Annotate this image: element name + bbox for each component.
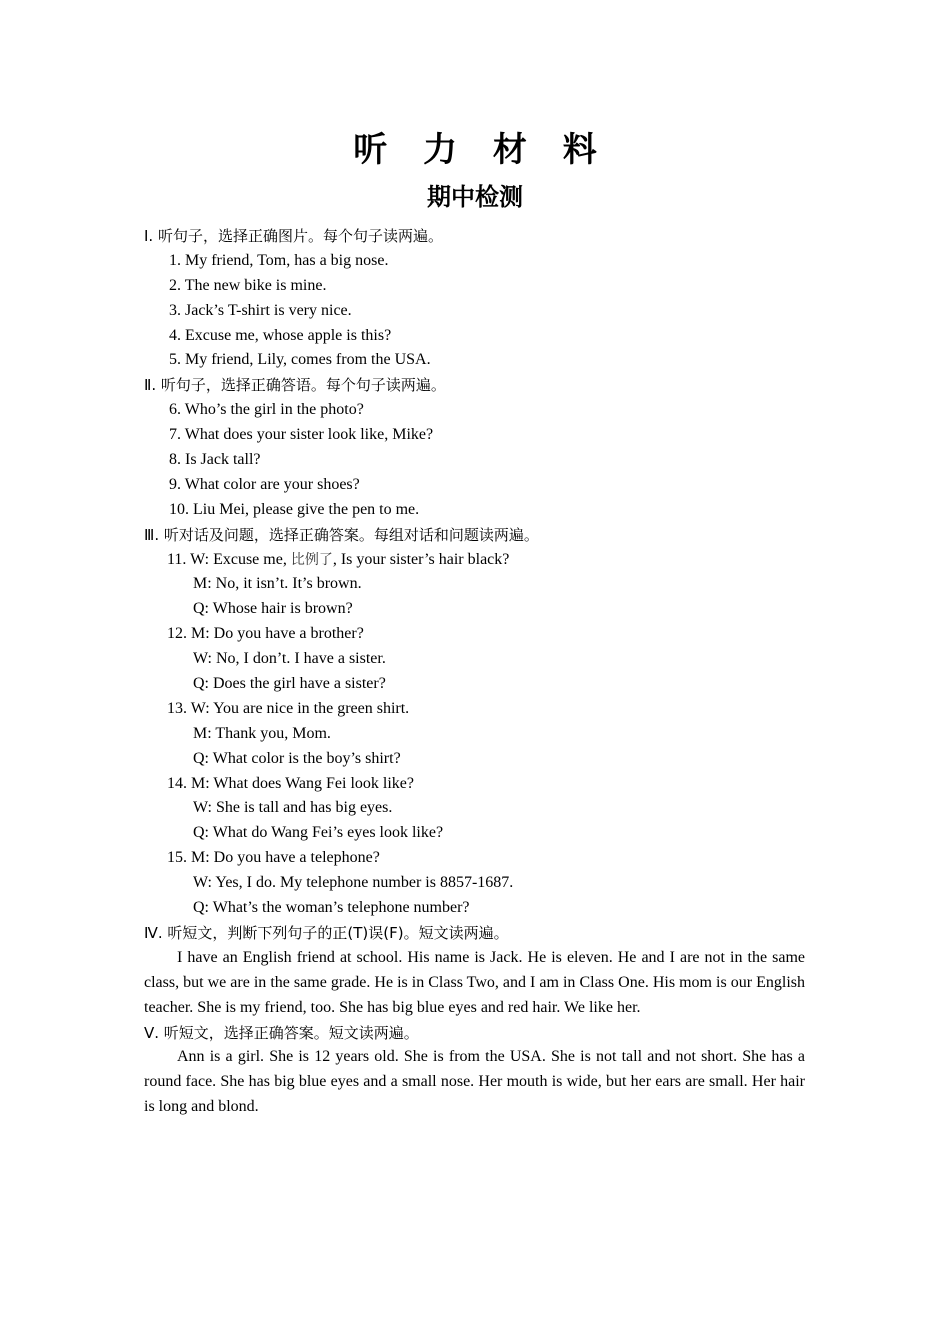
dialog-question: Q: Whose hair is brown? [193,600,353,618]
dialog-cjk-text: 比例了 [290,551,333,568]
sentence-item: 9. What color are your shoes? [169,475,360,493]
dialog-line [144,548,805,573]
section-4-heading: Ⅳ. 听短文，判断下列句子的正(T)误(F)。短文读两遍。 [144,923,509,942]
dialog-line: W: Yes, I do. My telephone number is 8857-1687. [193,874,514,892]
sentence-item: 7. What does your sister look like, Mike? [169,426,434,444]
dialog-text: , Is your sister’s hair black? [332,550,510,568]
passage-paragraph: I have an English friend at school. His name is Jack. He is eleven. He and I are not in the same class, but we are in the same grade. He is in Class Two, and I am in Class One. His mom is our English teacher. She is my friend, too. She has big blue eyes and red hair. We like her. [144,948,805,1016]
section-3-heading: Ⅲ. 听对话及问题，选择正确答案。每组对话和问题读两遍。 [144,525,539,544]
dialog-line: M: Thank you, Mom. [193,724,331,742]
dialog-question: Q: What color is the boy’s shirt? [193,749,401,767]
dialog-line: M: No, it isn’t. It’s brown. [193,575,362,593]
dialog-question: Q: What’s the woman’s telephone number? [193,899,470,917]
page-title: 听 力 材 料 [353,130,609,170]
sentence-item: 5. My friend, Lily, comes from the USA. [169,351,431,369]
dialog-line: 13. W: You are nice in the green shirt. [167,699,410,717]
section-1-heading: Ⅰ. 听句子，选择正确图片。每个句子读两遍。 [144,227,443,245]
sentence-item: 10. Liu Mei, please give the pen to me. [169,500,420,518]
sentence-item: 6. Who’s the girl in the photo? [169,401,364,419]
dialog-line: 14. M: What does Wang Fei look like? [167,774,414,792]
sentence-item: 2. The new bike is mine. [169,276,327,294]
sentence-item: 4. Excuse me, whose apple is this? [169,326,392,344]
page-subtitle: 期中检测 [427,182,523,211]
section-5-heading: Ⅴ. 听短文，选择正确答案。短文读两遍。 [144,1023,419,1042]
dialog-line: 12. M: Do you have a brother? [167,625,364,643]
document-body [144,224,805,1120]
dialog-question: Q: Does the girl have a sister? [193,675,386,693]
dialog-line: W: She is tall and has big eyes. [193,799,393,817]
sentence-item: 8. Is Jack tall? [169,451,261,469]
sentence-item: 3. Jack’s T-shirt is very nice. [169,301,352,319]
dialog-line: 15. M: Do you have a telephone? [167,849,380,867]
sentence-item: 1. My friend, Tom, has a big nose. [169,251,389,269]
passage-paragraph: Ann is a girl. She is 12 years old. She is from the USA. She is not tall and not short. She has a round face. She has big blue eyes and a small nose. Her mouth is wide, but her ears are small. Her hair is long and blond. [144,1048,805,1116]
dialog-question: Q: What do Wang Fei’s eyes look like? [193,824,444,842]
dialog-line: W: No, I don’t. I have a sister. [193,650,386,668]
dialog-text: 11. W: Excuse me, [167,550,291,568]
section-2-heading: Ⅱ. 听句子，选择正确答语。每个句子读两遍。 [144,376,446,395]
